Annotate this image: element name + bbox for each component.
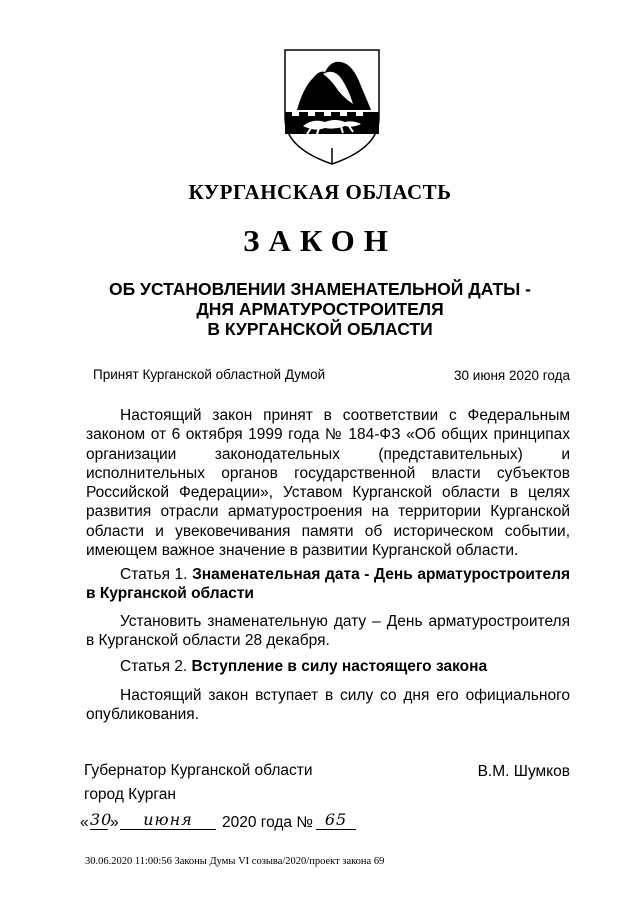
kurgan-coat-of-arms-icon (283, 48, 381, 166)
year-and-number-label: 2020 года № (222, 814, 313, 831)
adoption-date: 30 июня 2020 года (454, 368, 570, 383)
adopted-by: Принят Курганской областной Думой (93, 367, 326, 382)
article-2-label: Статья 2. (120, 658, 188, 675)
signatory-name: В.М. Шумков (477, 763, 570, 780)
article-2-title: Вступление в силу настоящего закона (191, 658, 488, 675)
document-type: ЗАКОН (243, 223, 397, 258)
law-title-line-3: В КУРГАНСКОЙ ОБЛАСТИ (207, 319, 433, 339)
article-2-text: Настоящий закон вступает в силу со дня его официального опубликования. (86, 687, 570, 724)
signing-date-line (80, 812, 380, 842)
law-title-line-1: ОБ УСТАНОВЛЕНИИ ЗНАМЕНАТЕЛЬНОЙ ДАТЫ - (109, 279, 531, 299)
handwritten-month: июня (120, 810, 216, 830)
open-quote: « (80, 814, 89, 831)
close-quote: » (110, 814, 119, 831)
article-1-heading (86, 565, 570, 604)
signing-city: город Курган (84, 786, 176, 803)
coat-of-arms (283, 48, 381, 166)
handwritten-law-number: 65 (316, 810, 356, 830)
article-1-text: Установить знаменательную дату – День арматуростроителя в Курганской области 28 декабря. (86, 613, 570, 650)
preamble: Настоящий закон принят в соответствии с Федеральным законом от 6 октября 1999 года № 184-ФЗ «Об общих принципах организации законодательных (представительных) и исполнительных органов государственной власти субъектов Российской Федерации», Уставом Курганской области в целях развития отрасли арматуростроения на территории Курганской области и увековечивания памяти об историческом событии, имеющем важное значение в развитии Курганской области. (86, 407, 570, 560)
article-1-label: Статья 1. (120, 566, 188, 583)
handwritten-day: 30 (90, 810, 113, 829)
file-footer: 30.06.2020 11:00:56 Законы Думы VI созыва/2020/проект закона 69 (85, 856, 385, 867)
article-1-title: Знаменательная дата - День арматуростроителя в Курганской области (86, 566, 571, 603)
law-title-line-2: ДНЯ АРМАТУРОСТРОИТЕЛЯ (196, 299, 444, 319)
signatory-title: Губернатор Курганской области (84, 762, 313, 779)
region-name: КУРГАНСКАЯ ОБЛАСТЬ (188, 180, 452, 204)
article-2-heading (86, 657, 570, 676)
